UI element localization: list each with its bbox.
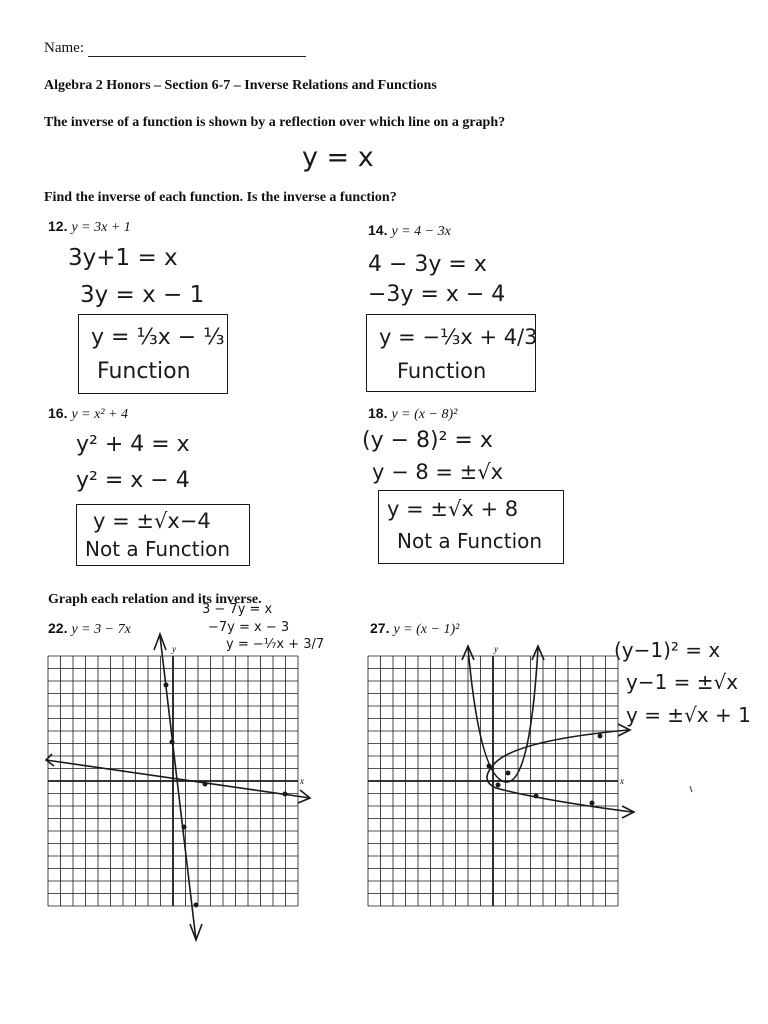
verdict-text: Function [397,359,487,383]
graph-heading: Graph each relation and its inverse. [48,592,262,607]
problem-equation: y = (x − 1)² [393,622,460,637]
work-line: 4 − 3y = x [368,252,487,277]
work-line: y = −⅐x + 3/7 [226,637,325,652]
work-line: y = ±√x + 1 [626,703,751,727]
problem-equation: y = (x − 8)² [391,407,458,422]
worksheet-title: Algebra 2 Honors – Section 6-7 – Inverse Relations and Functions [44,78,437,93]
work-line: 3y = x − 1 [80,282,205,308]
x-axis-label: x [300,776,304,786]
work-line: y² = x − 4 [76,468,190,493]
problem-number: 14. [368,222,388,238]
work-line: (y − 8)² = x [362,428,493,453]
problem-equation: y = 4 − 3x [391,224,451,239]
x-axis-label: x [620,776,624,786]
y-axis-label: y [172,644,176,654]
answer-text: y = ±√x−4 [93,509,211,533]
problem-number: 27. [370,620,390,636]
work-line: y − 8 = ±√x [372,460,504,484]
verdict-text: Not a Function [397,529,543,553]
problem-number: 18. [368,405,388,421]
work-line: y−1 = ±√x [626,670,739,694]
reflection-question: The inverse of a function is shown by a reflection over which line on a graph? [44,115,506,130]
problem-equation: y = x² + 4 [71,407,128,422]
find-inverse-heading: Find the inverse of each function. Is the inverse a function? [44,190,397,205]
work-line: y² + 4 = x [76,432,190,457]
problem-equation: y = 3 − 7x [71,622,131,637]
problem-number: 16. [48,405,68,421]
problem-number: 22. [48,620,68,636]
answer-text: y = ±√x + 8 [387,497,519,521]
answer-text: y = −⅓x + 4/3 [379,325,538,349]
work-line: 3 − 7y = x [202,602,273,617]
verdict-text: Function [97,359,191,384]
verdict-text: Not a Function [85,537,231,561]
work-line: (y−1)² = x [614,638,721,662]
answer-text: y = ⅓x − ⅓ [91,325,225,350]
work-line: −7y = x − 3 [208,620,290,635]
y-axis-label: y [494,644,498,654]
work-line: −3y = x − 4 [368,282,506,307]
name-label: Name: [44,40,84,56]
reflection-answer: y = x [302,142,374,173]
work-line: 3y+1 = x [68,245,178,271]
problem-number: 12. [48,218,68,234]
problem-equation: y = 3x + 1 [71,220,131,235]
